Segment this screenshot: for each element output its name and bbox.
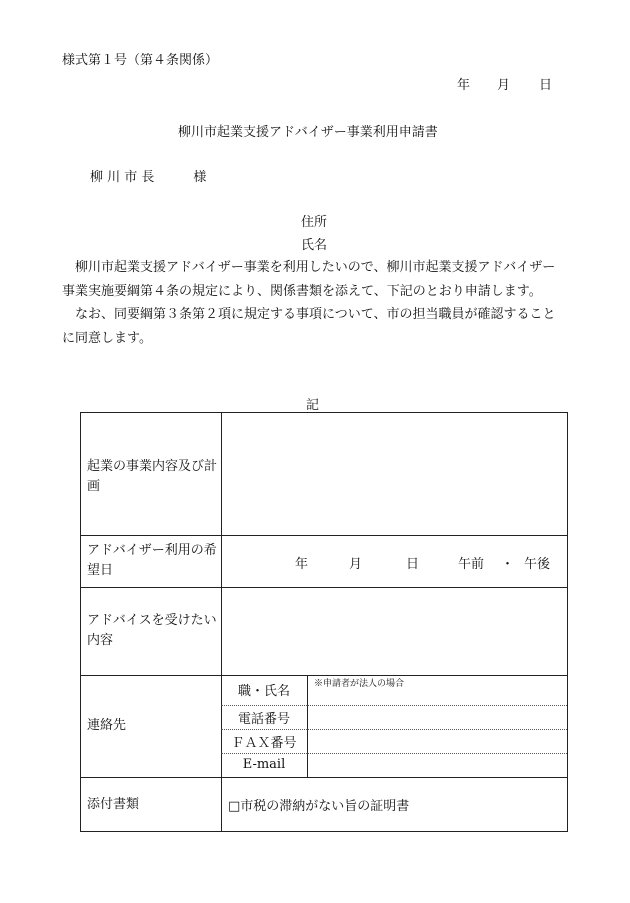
- preferred-date-am[interactable]: 午前: [458, 557, 485, 572]
- body-paragraph-2: なお、同要綱第３条第２項に規定する事項について、市の担当職員が確認することに同意します。: [62, 307, 556, 346]
- contact-fax-label: ＦＡＸ番号: [231, 736, 297, 751]
- contact-fax-field[interactable]: [308, 730, 567, 752]
- preferred-date-month: 月: [349, 557, 363, 572]
- contact-label: 連絡先: [87, 718, 127, 733]
- business-plan-field[interactable]: [222, 413, 567, 535]
- attachments-label: 添付書類: [87, 797, 140, 812]
- contact-title-name-field[interactable]: [308, 689, 567, 704]
- preferred-date-label: アドバイザー利用の希望日: [87, 543, 217, 578]
- date-day-label: 日: [539, 78, 553, 93]
- addressee: 柳 川 市 長 様: [90, 170, 207, 185]
- preferred-date-pm[interactable]: 午後: [524, 557, 551, 572]
- advice-content-field[interactable]: [222, 588, 567, 674]
- contact-label-divider-3: [221, 753, 307, 754]
- row-divider-4: [81, 777, 567, 778]
- body-paragraph-1: 柳川市起業支援アドバイザー事業を利用したいので、柳川市起業支援アドバイザー事業実施要綱第４条の規定により、関係書類を添えて、下記のとおり申請します。: [62, 260, 556, 299]
- tax-certificate-checkbox[interactable]: □市税の滞納がない旨の証明書: [228, 799, 410, 814]
- name-label: 氏名: [301, 238, 328, 253]
- preferred-date-separator: ・: [501, 557, 515, 572]
- corporate-applicant-note: ※申請者が法人の場合: [314, 679, 405, 689]
- document-title: 柳川市起業支援アドバイザー事業利用申請書: [178, 125, 438, 140]
- contact-email-label: E-mail: [242, 757, 286, 772]
- row-divider-1: [81, 535, 567, 536]
- preferred-date-year: 年: [295, 557, 309, 572]
- preferred-date-day: 日: [406, 557, 420, 572]
- form-number: 様式第１号（第４条関係）: [62, 53, 219, 68]
- date-year-label: 年: [457, 78, 471, 93]
- advice-content-label: アドバイスを受けたい内容: [87, 613, 217, 648]
- body-text: [62, 256, 562, 350]
- contact-email-field[interactable]: [308, 754, 567, 776]
- business-plan-label: 起業の事業内容及び計画: [87, 459, 218, 494]
- contact-label-divider-2: [221, 729, 307, 730]
- contact-title-name-label: 職・氏名: [237, 684, 290, 699]
- note-heading: 記: [306, 398, 320, 413]
- address-label: 住所: [301, 215, 328, 230]
- contact-phone-label: 電話番号: [237, 712, 290, 727]
- application-table: [80, 412, 568, 832]
- contact-label-divider-1: [221, 705, 307, 706]
- date-month-label: 月: [497, 78, 511, 93]
- contact-phone-field[interactable]: [308, 706, 567, 728]
